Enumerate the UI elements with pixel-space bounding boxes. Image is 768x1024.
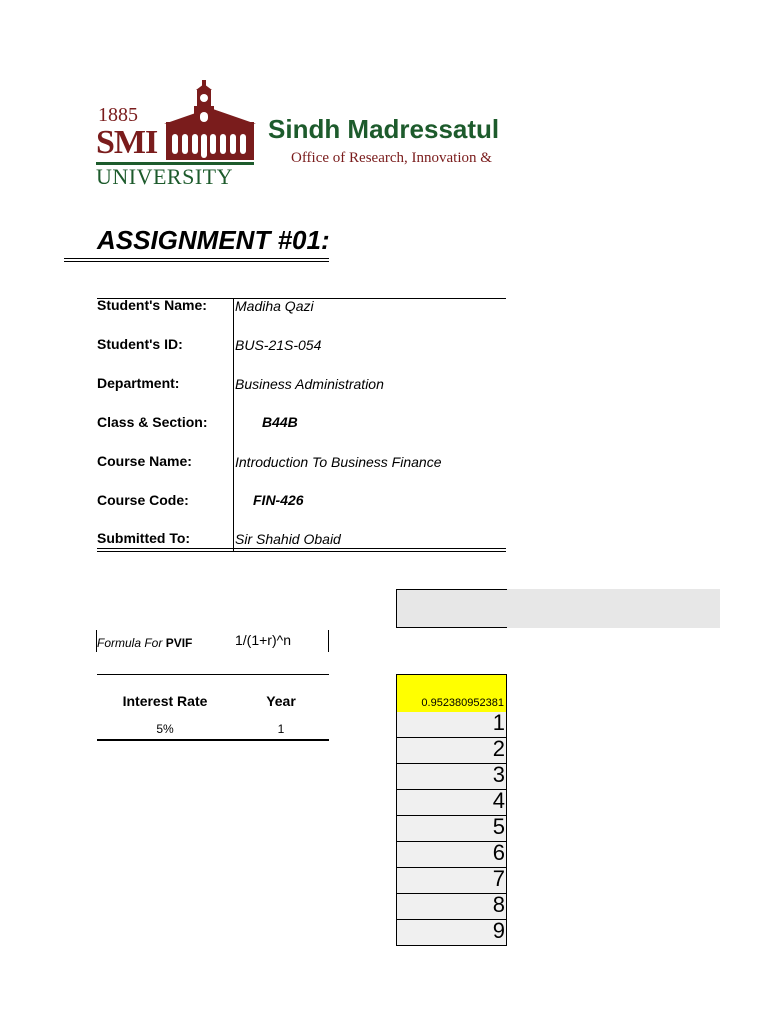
info-table-bottom-border xyxy=(97,551,506,552)
year-cell[interactable] xyxy=(396,790,507,816)
year-number: 8 xyxy=(492,892,505,917)
formula-label xyxy=(97,636,192,650)
course-name-label: Course Name: xyxy=(97,453,192,469)
year-cell[interactable] xyxy=(396,920,507,946)
year-cell[interactable] xyxy=(396,894,507,920)
inputs-bottom-border xyxy=(97,739,329,741)
info-table-bottom-border xyxy=(97,548,506,549)
year-number: 3 xyxy=(492,762,505,787)
university-logo xyxy=(96,78,262,190)
department-label: Department: xyxy=(97,375,180,391)
office-subtitle: Office of Research, Innovation & xyxy=(291,150,492,166)
clock-tower-icon xyxy=(162,78,258,162)
university-name: Sindh Madressatul xyxy=(268,114,500,144)
page-title: ASSIGNMENT #01: xyxy=(97,225,330,255)
submitted-to-value: Sir Shahid Obaid xyxy=(235,531,341,547)
year-value[interactable]: 1 xyxy=(277,722,285,736)
year-number: 7 xyxy=(492,866,505,891)
department-value: Business Administration xyxy=(235,376,384,392)
class-section-value: B44B xyxy=(262,414,298,430)
year-number: 6 xyxy=(492,840,505,865)
class-section-label: Class & Section: xyxy=(97,414,208,430)
course-code-label: Course Code: xyxy=(97,492,189,508)
info-table-divider xyxy=(233,298,234,551)
year-number: 4 xyxy=(492,788,505,813)
student-name-label: Student's Name: xyxy=(97,297,207,313)
title-underline xyxy=(64,258,329,259)
year-number: 1 xyxy=(492,710,505,735)
year-cell[interactable] xyxy=(396,842,507,868)
course-name-value: Introduction To Business Finance xyxy=(235,454,442,470)
year-cell[interactable] xyxy=(396,738,507,764)
logo-year: 1885 xyxy=(98,104,138,126)
logo-acronym: SMI xyxy=(96,124,158,161)
formula-label-prefix: Formula For xyxy=(97,636,163,650)
formula-right-border xyxy=(328,630,329,652)
student-id-label: Student's ID: xyxy=(97,336,183,352)
inputs-top-border xyxy=(97,674,329,675)
year-cell[interactable] xyxy=(396,816,507,842)
pvif-result-value: 0.952380952381 xyxy=(421,697,504,709)
year-header: Year xyxy=(266,693,296,709)
formula-expression: 1/(1+r)^n xyxy=(235,632,291,648)
year-number: 2 xyxy=(492,736,505,761)
year-number: 5 xyxy=(492,814,505,839)
year-number: 9 xyxy=(492,918,505,943)
year-cell[interactable] xyxy=(396,764,507,790)
submitted-to-label: Submitted To: xyxy=(97,530,191,546)
interest-rate-value[interactable]: 5% xyxy=(156,722,174,736)
student-id-value: BUS-21S-054 xyxy=(235,337,322,353)
formula-label-pvif: PVIF xyxy=(165,636,193,650)
logo-word: UNIVERSITY xyxy=(96,164,233,189)
pvif-result-cell[interactable] xyxy=(396,674,507,713)
student-name-value: Madiha Qazi xyxy=(235,298,314,314)
year-cell[interactable] xyxy=(396,712,507,738)
title-underline xyxy=(64,261,329,262)
year-cell[interactable] xyxy=(396,868,507,894)
interest-rate-header: Interest Rate xyxy=(122,693,208,709)
header-cell[interactable] xyxy=(396,589,507,628)
course-code-value: FIN-426 xyxy=(253,492,304,508)
